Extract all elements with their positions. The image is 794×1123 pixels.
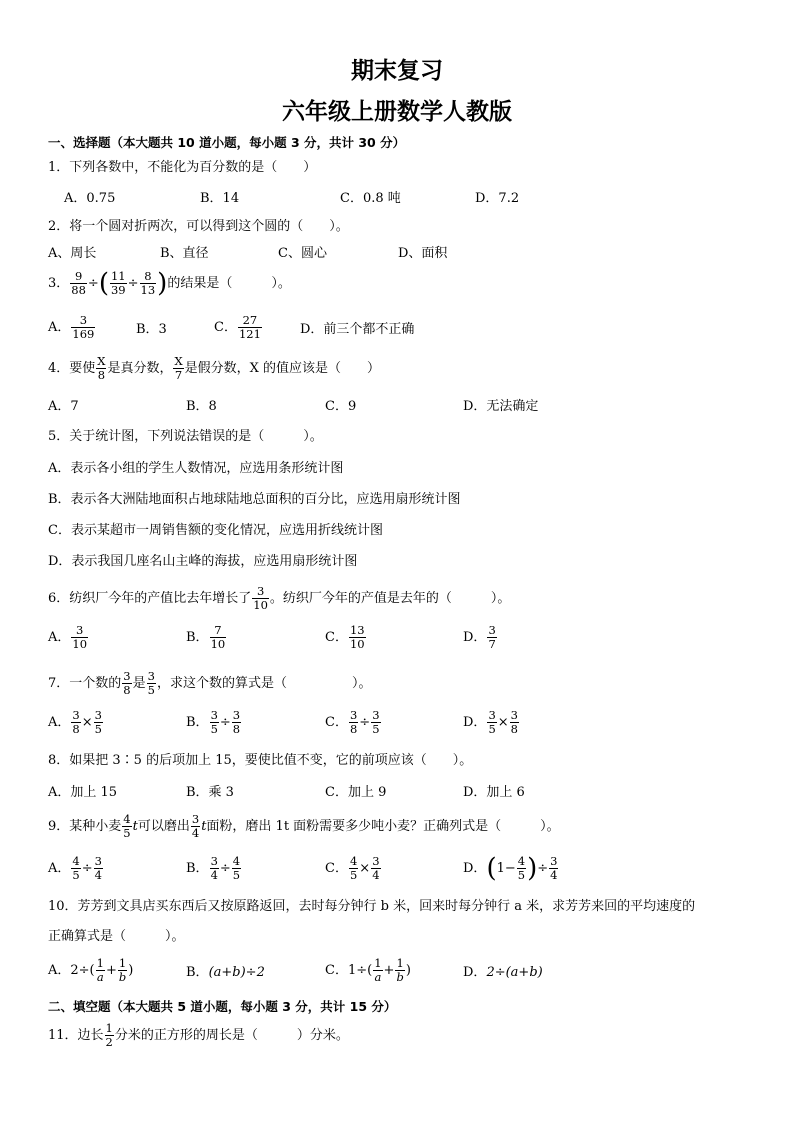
question-number: 3． [48,276,70,291]
question-2-option-d: D、面积 [398,246,448,261]
question-7-stem: 7．一个数的 $\frac{3}{8}$ 是 $\frac{3}{5}$ ，求这个数的算式是（ ）。 [48,669,372,697]
question-3-option-a: A． $\frac{3}{169}$ [48,313,95,341]
question-6-option-d: D． $\frac{3}{7}$ [463,623,496,651]
question-6-option-b: B． $\frac{7}{10}$ [186,623,226,651]
question-2-option-a: A、周长 [48,246,97,261]
question-2-option-b: B、直径 [160,246,209,261]
question-7-option-b: B． $\frac{3}{5}$ ÷ $\frac{3}{8}$ [186,708,241,736]
fraction: $\frac{3}{10}$ [253,584,268,612]
question-1-option-a: A．0.75 [64,191,116,206]
question-5-option-b: B．表示各大洲陆地面积占地球陆地总面积的百分比，应选用扇形统计图 [48,492,461,507]
divide-sign: ÷ [87,276,99,291]
question-9-stem: 9．某种小麦 $\frac{4}{5}$ t可以磨出 $\frac{3}{4}$ t面粉，磨出 1t 面粉需要多少吨小麦？正确列式是（ ）。 [48,812,560,840]
right-paren: ) [157,268,168,299]
question-9-option-b: B． $\frac{3}{4}$ ÷ $\frac{4}{5}$ [186,854,241,882]
question-9-option-c: C． $\frac{4}{5}$ × $\frac{3}{4}$ [325,854,380,882]
fraction: $\frac{3}{4}$ [191,812,200,840]
question-5-option-c: C．表示某超市一周销售额的变化情况，应选用折线统计图 [48,523,383,538]
section-heading-fill: 二、填空题（本大题共 5 道小题，每小题 3 分，共计 15 分） [48,999,397,1014]
question-1-stem: 1．下列各数中，不能化为百分数的是（ ） [48,160,317,175]
question-11-stem: 11．边长 $\frac{1}{2}$ 分米的正方形的周长是（ ）分米。 [48,1021,349,1049]
question-8-stem: 8．如果把 3∶5 的后项加上 15，要使比值不变，它的前项应该（ ）。 [48,753,473,768]
question-7-option-c: C． $\frac{3}{8}$ ÷ $\frac{3}{5}$ [325,708,380,736]
question-3-stem [48,270,291,297]
left-paren: ( [98,268,109,299]
question-5-option-a: A．表示各小组的学生人数情况，应选用条形统计图 [48,461,344,476]
question-10-option-d: D．2÷(a+b) [463,965,543,980]
question-6-option-c: C． $\frac{13}{10}$ [325,623,365,651]
question-4-option-b: B．8 [186,399,217,414]
question-4-option-c: C．9 [325,399,357,414]
question-2-stem: 2．将一个圆对折两次，可以得到这个圆的（ ）。 [48,219,349,234]
question-9-option-d: D．(1− $\frac{4}{5}$ )÷ $\frac{3}{4}$ [463,853,558,884]
question-4-stem: 4．要使 $\frac{X}{8}$ 是真分数， $\frac{X}{7}$ 是假分数，X 的值应该是（ ） [48,354,381,382]
question-10-option-c: C．1÷( $\frac{1}{a}$ + $\frac{1}{b}$ ) [325,956,411,984]
question-10-stem-line1: 10．芳芳到文具店买东西后又按原路返回，去时每分钟行 b 米，回来时每分钟行 a 米，求芳芳来回的平均速度的 [48,899,696,914]
question-2-option-c: C、圆心 [278,246,327,261]
question-1-option-c: C．0.8 吨 [340,191,401,206]
question-8-option-c: C．加上 9 [325,785,387,800]
question-3-option-b: B．3 [136,322,167,337]
question-3-tail: 的结果是（ ）。 [167,276,291,291]
question-1-option-d: D．7.2 [475,191,520,206]
question-10-option-a: A．2÷( $\frac{1}{a}$ + $\frac{1}{b}$ ) [48,956,134,984]
fraction: $\frac{4}{5}$ [123,812,131,840]
question-3-option-c: C． $\frac{27}{121}$ [214,313,261,341]
question-9-option-a: A． $\frac{4}{5}$ ÷ $\frac{3}{4}$ [48,854,102,882]
fraction: $\frac{9}{88}$ [71,269,86,297]
question-5-option-d: D．表示我国几座名山主峰的海拔，应选用扇形统计图 [48,554,358,569]
question-4-option-d: D．无法确定 [463,399,539,414]
question-5-stem: 5．关于统计图，下列说法错误的是（ ）。 [48,429,323,444]
question-6-option-a: A． $\frac{3}{10}$ [48,623,88,651]
fraction: $\frac{X}{8}$ [97,354,106,382]
question-7-option-a: A． $\frac{3}{8}$ × $\frac{3}{5}$ [48,708,102,736]
section-heading-choice: 一、选择题（本大题共 10 道小题，每小题 3 分，共计 30 分） [48,135,406,150]
question-8-option-d: D．加上 6 [463,785,525,800]
question-1-option-b: B．14 [200,191,240,206]
fraction: $\frac{X}{7}$ [174,354,183,382]
divide-sign: ÷ [127,276,139,291]
question-8-option-a: A．加上 15 [48,785,118,800]
question-3-option-d: D．前三个都不正确 [300,322,415,337]
fraction: $\frac{1}{2}$ [105,1021,113,1049]
question-7-option-d: D． $\frac{3}{5}$ × $\frac{3}{8}$ [463,708,518,736]
fraction: $\frac{8}{13}$ [140,269,156,297]
page-title: 期末复习 [351,58,443,84]
question-6-stem: 6．纺织厂今年的产值比去年增长了 $\frac{3}{10}$ 。纺织厂今年的产值是去年的（ ）。 [48,584,511,612]
question-8-option-b: B．乘 3 [186,785,234,800]
fraction: $\frac{3}{8}$ [123,669,131,697]
question-10-stem-line2: 正确算式是（ ）。 [48,929,185,944]
page-subtitle: 六年级上册数学人教版 [282,99,512,125]
question-10-option-b: B．(a+b)÷2 [186,965,265,980]
fraction: $\frac{3}{5}$ [147,669,155,697]
question-4-option-a: A．7 [48,399,79,414]
fraction: $\frac{11}{39}$ [110,269,126,297]
